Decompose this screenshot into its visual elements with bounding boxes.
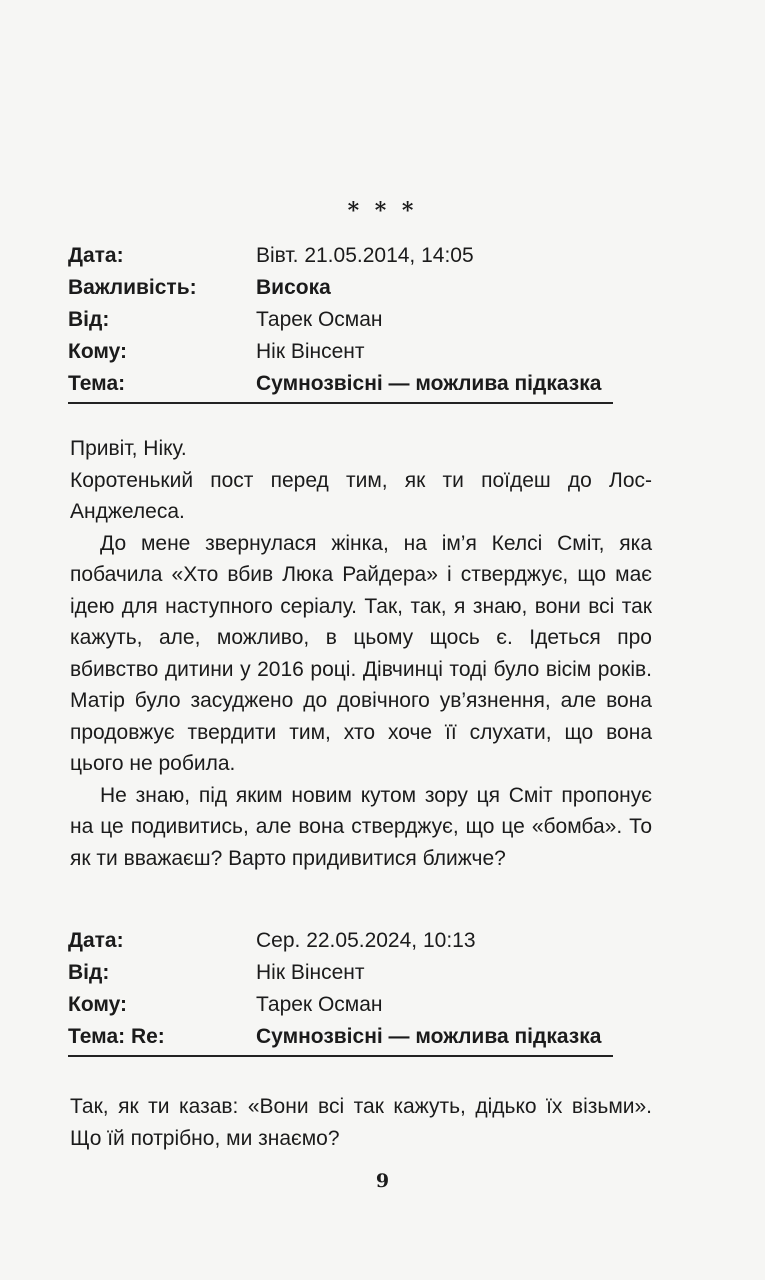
paragraph: До мене звернулася жінка, на ім’я Келсі Сміт, яка побачила «Хто вбив Люка Райдера» і стверджує, що має ідею для наступного серіалу. Так, так, я знаю, вони всі так кажуть, але, можливо, в цьому щось є. Ідеться про вбивство дитини у 2016 році. Дівчинці тоді було вісім років. Матір було засуджено до довічного ув’язнення, але вона продовжує твердити тим, хто хоче її слухати, що вона цього не робила. [70, 531, 652, 775]
importance-row [68, 272, 613, 304]
from-value: Тарек Осман [256, 308, 383, 331]
from-row [68, 304, 613, 336]
paragraph: Коротенький пост перед тим, як ти поїдеш до Лос-Анджелеса. [70, 468, 652, 523]
subject-label: Тема: Re: [68, 1025, 165, 1048]
page-number: 9 [375, 1170, 390, 1192]
importance-label: Важливість: [68, 276, 197, 299]
email-body-2 [70, 1091, 652, 1154]
to-row [68, 336, 613, 368]
header-divider [68, 402, 613, 404]
to-row [68, 989, 613, 1021]
date-value: Вівт. 21.05.2014, 14:05 [256, 244, 474, 267]
subject-row [68, 1021, 613, 1053]
header-divider [68, 1055, 613, 1057]
subject-label: Тема: [68, 372, 126, 395]
subject-value: Сумнозвісні — можлива підказка [256, 372, 602, 395]
to-label: Кому: [68, 993, 128, 1016]
section-separator: * * * [347, 198, 418, 224]
subject-row [68, 368, 613, 400]
email-body-1 [70, 433, 652, 874]
from-row [68, 957, 613, 989]
email-header-2 [68, 925, 613, 1057]
email-header-1 [68, 240, 613, 404]
date-label: Дата: [68, 929, 124, 952]
to-label: Кому: [68, 340, 128, 363]
to-value: Тарек Осман [256, 993, 383, 1016]
date-row [68, 925, 613, 957]
date-label: Дата: [68, 244, 124, 267]
subject-value: Сумнозвісні — можлива підказка [256, 1025, 602, 1048]
importance-value: Висока [256, 276, 331, 299]
date-value: Сер. 22.05.2024, 10:13 [256, 929, 476, 952]
paragraph: Не знаю, під яким новим кутом зору ця Сміт пропонує на це подивитись, але вона стверджує, що це «бомба». То як ти вважаєш? Варто придивитися ближче? [70, 783, 652, 870]
from-label: Від: [68, 308, 110, 331]
from-label: Від: [68, 961, 110, 984]
to-value: Нік Вінсент [256, 340, 365, 363]
date-row [68, 240, 613, 272]
from-value: Нік Вінсент [256, 961, 365, 984]
greeting: Привіт, Ніку. [70, 437, 187, 460]
paragraph: Так, як ти казав: «Вони всі так кажуть, дідько їх візьми». Що їй потрібно, ми знаємо? [70, 1095, 652, 1150]
